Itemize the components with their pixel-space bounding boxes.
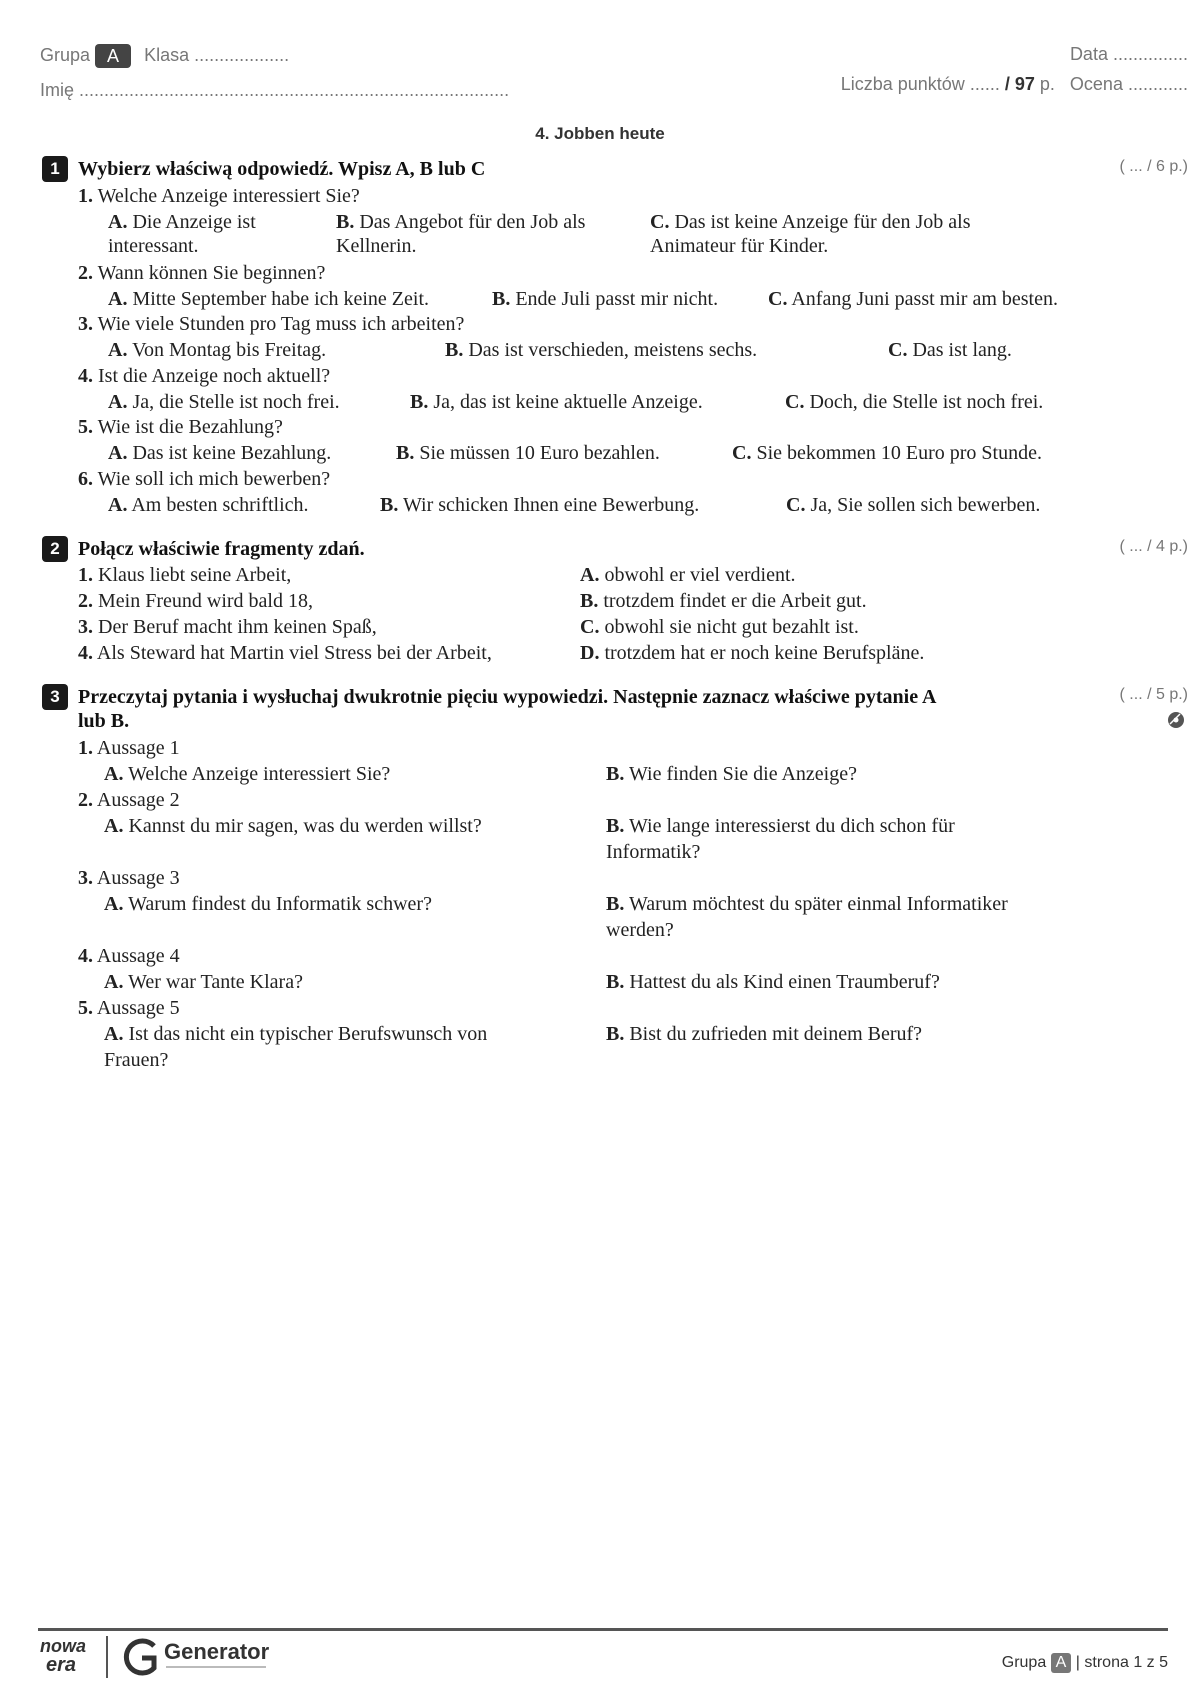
ex1-q2-option-a[interactable]: A. Mitte September habe ich keine Zeit. — [108, 288, 430, 310]
audio-cd-icon — [1166, 710, 1186, 735]
ex1-question-3: 3. Wie viele Stunden pro Tag muss ich arbeiten? — [78, 313, 465, 335]
data-input-line[interactable]: ............... — [1112, 44, 1188, 64]
footer-grupa-label: Grupa — [1001, 1654, 1047, 1671]
ex1-q1-option-a-cont: interessant. — [108, 235, 199, 257]
ex1-q5-option-a[interactable]: A. Das ist keine Bezahlung. — [108, 442, 332, 464]
ex2-right-item-c: C. obwohl sie nicht gut bezahlt ist. — [580, 616, 859, 638]
ex1-q6-option-b[interactable]: B. Wir schicken Ihnen eine Bewerbung. — [380, 494, 700, 516]
punkty-unit: p. — [1039, 74, 1055, 94]
ex1-q4-option-c[interactable]: C. Doch, die Stelle ist noch frei. — [785, 391, 1044, 413]
ex3-item-1-option-b[interactable]: B. Wie finden Sie die Anzeige? — [606, 763, 857, 785]
punkty-label: Liczba punktów — [840, 74, 965, 94]
generator-logo-icon — [120, 1636, 160, 1683]
ex1-q3-option-c[interactable]: C. Das ist lang. — [888, 339, 1012, 361]
punkty-input-line[interactable]: ...... — [969, 74, 1000, 94]
ex1-q6-option-c[interactable]: C. Ja, Sie sollen sich bewerben. — [786, 494, 1041, 516]
ex3-item-3-option-b[interactable]: B. Warum möchtest du später einmal Informatiker — [606, 893, 1008, 915]
footer-grupa-badge: A — [1051, 1653, 1072, 1673]
ex1-q1-option-c[interactable]: C. Das ist keine Anzeige für den Job als — [650, 211, 971, 233]
ex2-left-item-1: 1. Klaus liebt seine Arbeit, — [78, 564, 292, 586]
exercise-1-title: Wybierz właściwą odpowiedź. Wpisz A, B lub C — [78, 158, 486, 180]
exercise-1-number: 1 — [42, 156, 68, 182]
ex1-q4-option-b[interactable]: B. Ja, das ist keine aktuelle Anzeige. — [410, 391, 703, 413]
footer-logo-separator — [106, 1636, 108, 1678]
ex2-right-item-b: B. trotzdem findet er die Arbeit gut. — [580, 590, 867, 612]
ex1-question-4: 4. Ist die Anzeige noch aktuell? — [78, 365, 331, 387]
exercise-1-points: ( ... / 6 p.) — [1119, 158, 1188, 175]
ex3-item-3-option-b-cont: werden? — [606, 919, 674, 941]
ex1-q1-option-b[interactable]: B. Das Angebot für den Job als — [336, 211, 586, 233]
ex3-item-2-option-a[interactable]: A. Kannst du mir sagen, was du werden willst? — [104, 815, 482, 837]
ex3-item-5-option-a-cont: Frauen? — [104, 1049, 169, 1071]
grupa-field — [40, 44, 289, 68]
ex1-q6-option-a[interactable]: A. Am besten schriftlich. — [108, 494, 309, 516]
ex1-q5-option-b[interactable]: B. Sie müssen 10 Euro bezahlen. — [396, 442, 660, 464]
ocena-input-line[interactable]: ............ — [1127, 74, 1188, 94]
ex1-q2-option-c[interactable]: C. Anfang Juni passt mir am besten. — [768, 288, 1058, 310]
ex1-question-6: 6. Wie soll ich mich bewerben? — [78, 468, 331, 490]
exercise-2-points: ( ... / 4 p.) — [1119, 538, 1188, 555]
ex2-right-item-a: A. obwohl er viel verdient. — [580, 564, 796, 586]
ex3-item-2-option-b-cont: Informatik? — [606, 841, 701, 863]
ex3-item-4-option-a[interactable]: A. Wer war Tante Klara? — [104, 971, 303, 993]
klasa-input-line[interactable]: ................... — [194, 44, 290, 65]
ex1-q3-option-b[interactable]: B. Das ist verschieden, meistens sechs. — [445, 339, 758, 361]
ex2-right-item-d: D. trotzdem hat er noch keine Berufspläne. — [580, 642, 925, 664]
ex2-left-item-2: 2. Mein Freund wird bald 18, — [78, 590, 313, 612]
ex1-q3-option-a[interactable]: A. Von Montag bis Freitag. — [108, 339, 327, 361]
footer-divider — [38, 1628, 1168, 1631]
imie-label: Imię — [40, 80, 75, 100]
exercise-3-title-cont: lub B. — [78, 710, 130, 732]
footer-page-info — [1002, 1653, 1168, 1673]
ex1-q1-option-c-cont: Animateur für Kinder. — [650, 235, 829, 257]
klasa-label: Klasa — [144, 44, 190, 65]
ex1-q4-option-a[interactable]: A. Ja, die Stelle ist noch frei. — [108, 391, 340, 413]
ex1-question-5: 5. Wie ist die Bezahlung? — [78, 416, 283, 438]
ex3-item-1: 1. Aussage 1 — [78, 737, 180, 759]
ex1-q1-option-b-cont: Kellnerin. — [336, 235, 417, 257]
ex3-item-5: 5. Aussage 5 — [78, 997, 180, 1019]
ex3-item-4-option-b[interactable]: B. Hattest du als Kind einen Traumberuf? — [606, 971, 940, 993]
ex1-q5-option-c[interactable]: C. Sie bekommen 10 Euro pro Stunde. — [732, 442, 1042, 464]
grupa-label: Grupa — [40, 44, 91, 65]
ex3-item-2-option-b[interactable]: B. Wie lange interessierst du dich schon für — [606, 815, 955, 837]
exercise-2-title: Połącz właściwie fragmenty zdań. — [78, 538, 365, 560]
generator-logo-tagline — [166, 1666, 266, 1668]
ex3-item-5-option-a[interactable]: A. Ist das nicht ein typischer Berufswunsch von — [104, 1023, 488, 1045]
ex3-item-3: 3. Aussage 3 — [78, 867, 180, 889]
ex3-item-4: 4. Aussage 4 — [78, 945, 180, 967]
ex2-left-item-4: 4. Als Steward hat Martin viel Stress bei der Arbeit, — [78, 642, 492, 664]
imie-input-line[interactable]: ...................................................................................... — [79, 80, 510, 100]
data-field — [1070, 44, 1188, 65]
ex1-q1-option-a[interactable]: A. Die Anzeige ist — [108, 211, 256, 233]
exercise-3-number: 3 — [42, 684, 68, 710]
ex3-item-2: 2. Aussage 2 — [78, 789, 180, 811]
ex1-question-2: 2. Wann können Sie beginnen? — [78, 262, 326, 284]
footer-page-number: | strona 1 z 5 — [1075, 1654, 1168, 1671]
generator-logo-text: Generator — [164, 1639, 270, 1664]
ex3-item-5-option-b[interactable]: B. Bist du zufrieden mit deinem Beruf? — [606, 1023, 923, 1045]
exercise-3-points: ( ... / 5 p.) — [1119, 686, 1188, 703]
ex2-left-item-3: 3. Der Beruf macht ihm keinen Spaß, — [78, 616, 377, 638]
ex1-q2-option-b[interactable]: B. Ende Juli passt mir nicht. — [492, 288, 719, 310]
ocena-label: Ocena — [1069, 74, 1123, 94]
ex3-item-1-option-a[interactable]: A. Welche Anzeige interessiert Sie? — [104, 763, 391, 785]
data-label: Data — [1069, 44, 1108, 64]
ex1-question-1: 1. Welche Anzeige interessiert Sie? — [78, 185, 360, 207]
score-field — [841, 74, 1188, 95]
ex3-item-3-option-a[interactable]: A. Warum findest du Informatik schwer? — [104, 893, 432, 915]
imie-field — [40, 80, 509, 101]
grupa-badge: A — [95, 44, 131, 68]
exercise-3-title: Przeczytaj pytania i wysłuchaj dwukrotnie pięciu wypowiedzi. Następnie zaznacz właściwe pytanie A — [78, 686, 937, 708]
punkty-total: / 97 — [1004, 74, 1035, 94]
exercise-2-number: 2 — [42, 536, 68, 562]
nowa-era-logo: nowa era — [40, 1636, 87, 1676]
page-title: 4. Jobben heute — [535, 124, 665, 143]
